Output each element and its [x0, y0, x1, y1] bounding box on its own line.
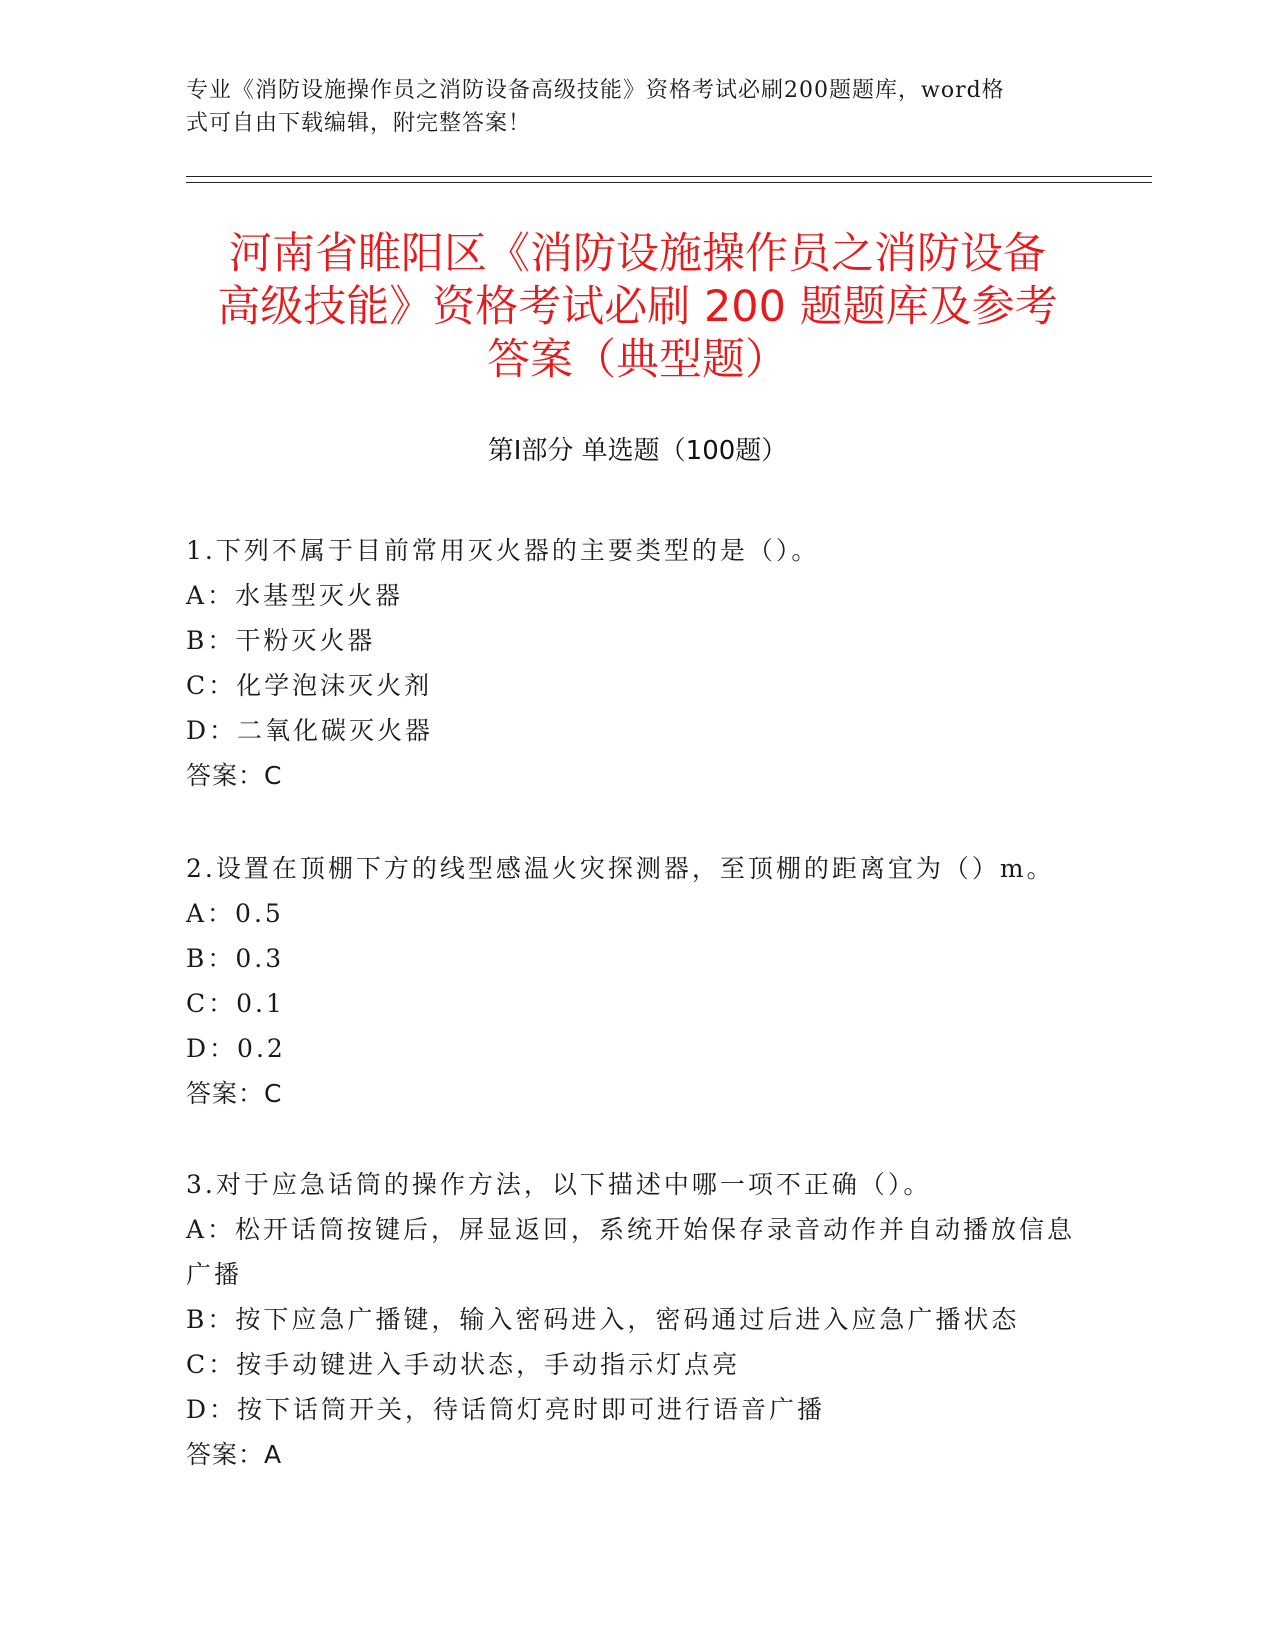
option-d: D：0.2	[186, 1034, 286, 1063]
answer: 答案：A	[186, 1440, 283, 1469]
option-c: C：化学泡沫灭火剂	[186, 671, 433, 700]
intro-text	[186, 74, 1066, 140]
option-b: B：按下应急广播键，输入密码进入，密码通过后进入应急广播状态	[186, 1305, 1020, 1334]
answer: 答案：C	[186, 761, 283, 790]
question-stem: 3.对于应急话筒的操作方法，以下描述中哪一项不正确（）。	[186, 1170, 932, 1199]
intro-line-1: 专业《消防设施操作员之消防设备高级技能》资格考试必刷200题题库，word格	[186, 78, 1005, 103]
question-stem: 1.下列不属于目前常用灭火器的主要类型的是（）。	[186, 536, 820, 565]
answer: 答案：C	[186, 1079, 283, 1108]
question-3	[186, 1162, 1086, 1477]
question-2	[186, 846, 1086, 1116]
header-divider-top	[186, 176, 1152, 177]
title-line-3: 答案（典型题）	[487, 335, 788, 385]
section-heading: 第Ⅰ部分 单选题（100题）	[487, 436, 788, 466]
option-d: D：二氧化碳灭火器	[186, 716, 434, 745]
option-c: C：0.1	[186, 989, 285, 1018]
title-line-2: 高级技能》资格考试必刷 200 题题库及参考	[217, 282, 1058, 332]
title-line-1: 河南省睢阳区《消防设施操作员之消防设备	[229, 229, 1046, 279]
question-stem: 2.设置在顶棚下方的线型感温火灾探测器，至顶棚的距离宜为（）m。	[186, 854, 1055, 883]
option-a: A：0.5	[186, 899, 284, 928]
option-b: B：干粉灭火器	[186, 626, 376, 655]
option-c: C：按手动键进入手动状态，手动指示灯点亮	[186, 1350, 741, 1379]
header-divider-bottom	[186, 182, 1152, 183]
option-b: B：0.3	[186, 944, 285, 973]
intro-line-2: 式可自由下载编辑，附完整答案！	[186, 111, 532, 136]
option-a: A：松开话筒按键后，屏显返回，系统开始保存录音动作并自动播放信息广播	[186, 1215, 1076, 1289]
question-1	[186, 528, 1086, 798]
option-a: A：水基型灭火器	[186, 581, 404, 610]
option-d: D：按下话筒开关，待话筒灯亮时即可进行语音广播	[186, 1395, 826, 1424]
document-title	[150, 228, 1125, 387]
